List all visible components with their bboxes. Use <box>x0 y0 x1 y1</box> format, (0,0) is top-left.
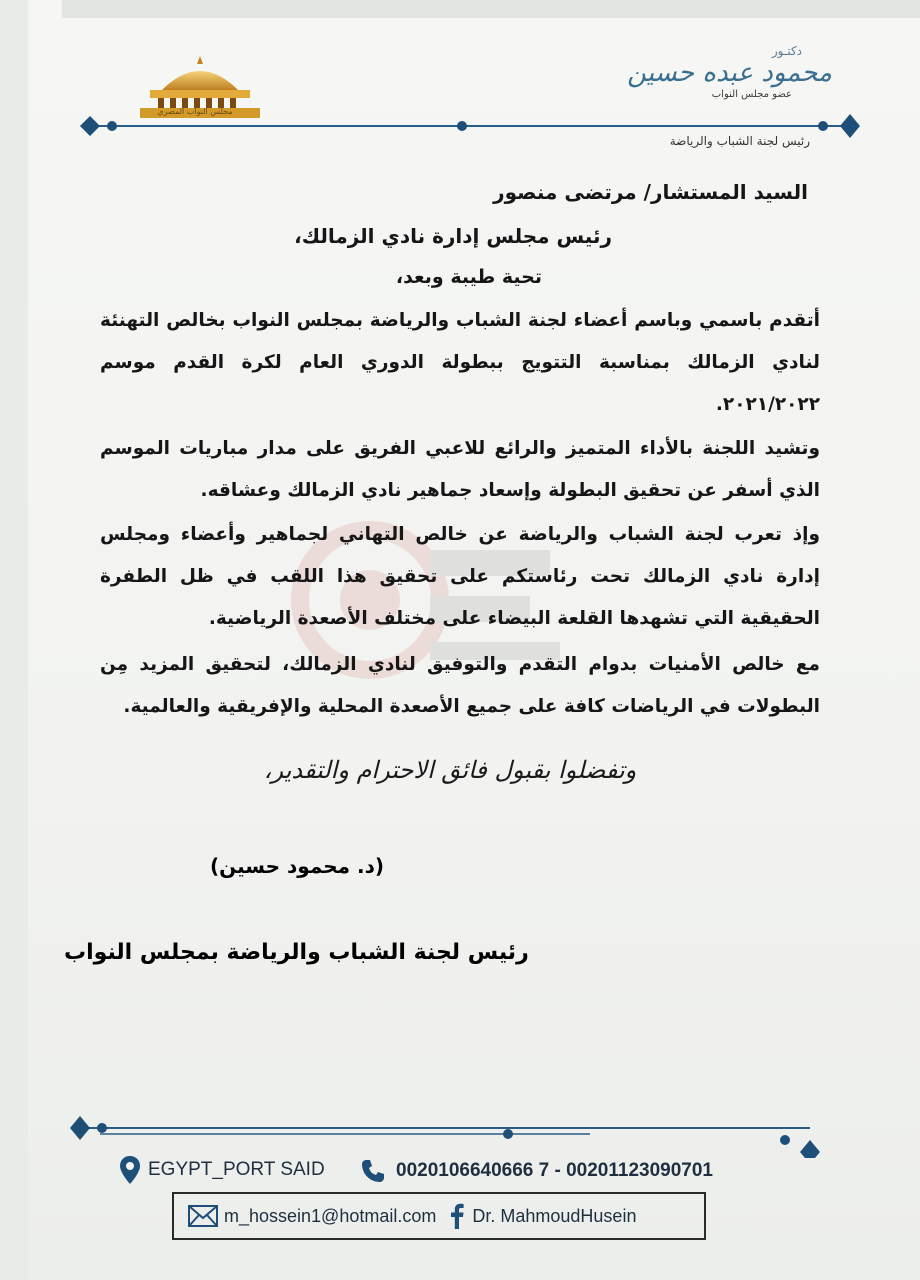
paragraph-1: أتقدم باسمي وباسم أعضاء لجنة الشباب والرياضة بمجلس النواب بخالص التهنئة لنادي الزمالك بمناسبة التتويج ببطولة الدوري العام لكرة القدم موسم ٢٠٢١/٢٠٢٢. <box>100 310 820 415</box>
letterhead-signature <box>612 44 832 102</box>
closing-line: وتفضلوا بقبول فائق الاحترام والتقدير، <box>263 756 637 784</box>
paragraph-4: مع خالص الأمنيات بدوام التقدم والتوفيق لنادي الزمالك، لتحقيق المزيد مِن البطولات في الرياضات كافة على جميع الأصعدة المحلية والإفريقية والعالمية. <box>100 654 820 717</box>
footer-contact-row <box>120 1152 770 1188</box>
committee-title: رئيس لجنة الشباب والرياضة <box>669 134 810 148</box>
logo-caption: مجلس النواب المصري <box>157 107 233 116</box>
greeting: تحية طيبة وبعد، <box>395 266 542 288</box>
email-text: m_hossein1@hotmail.com <box>224 1205 437 1226</box>
facebook-icon <box>450 1203 464 1229</box>
addressee-title: رئيس مجلس إدارة نادي الزمالك، <box>294 224 612 248</box>
facebook-item[interactable] <box>450 1203 636 1229</box>
member-title: عضو مجلس النواب <box>711 89 792 100</box>
phone-icon <box>360 1158 386 1184</box>
contact-box <box>172 1192 706 1240</box>
footer-divider <box>70 1108 830 1158</box>
phone-item <box>360 1158 713 1184</box>
phone-text: 0020106640666 7 - 00201123090701 <box>396 1160 713 1181</box>
signature-name: محمود عبده حسين <box>627 58 832 88</box>
doctor-label: دكتـور <box>771 44 802 58</box>
scan-edge <box>62 0 920 18</box>
signer-title: رئيس لجنة الشباب والرياضة بمجلس النواب <box>64 940 529 965</box>
mail-icon <box>188 1205 218 1227</box>
location-pin-icon <box>120 1156 140 1184</box>
facebook-text: Dr. MahmoudHusein <box>472 1205 637 1226</box>
paragraph-3: وإذ تعرب لجنة الشباب والرياضة عن خالص التهاني لجماهير وأعضاء ومجلس إدارة نادي الزمالك تحت رئاستكم على تحقيق هذا اللقب في ظل الطفرة الحقيقية التي تشهدها القلعة البيضاء على مختلف الأصعدة الرياضية. <box>100 524 820 629</box>
addressee-line: السيد المستشار/ مرتضى منصور <box>493 180 808 204</box>
location-item <box>120 1156 325 1184</box>
paragraph-2: وتشيد اللجنة بالأداء المتميز والرائع للاعبي الفريق على مدار مباريات الموسم الذي أسفر عن تحقيق البطولة وإسعاد جماهير نادي الزمالك وعشاقه. <box>100 438 820 501</box>
email-item[interactable] <box>188 1205 436 1227</box>
signer-name: (د. محمود حسين) <box>210 854 385 878</box>
location-text: EGYPT_PORT SAID <box>148 1159 325 1180</box>
